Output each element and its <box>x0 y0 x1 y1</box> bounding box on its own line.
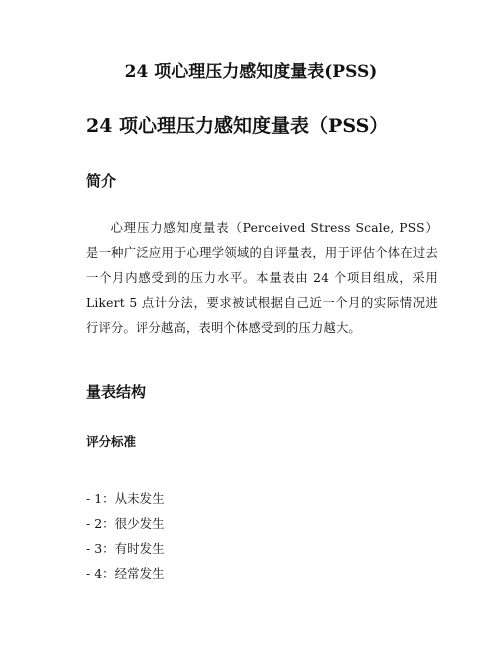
scoring-item: - 2：很少发生 <box>86 516 165 531</box>
section-heading-intro: 简介 <box>86 172 117 190</box>
intro-paragraph: 心理压力感知度量表（Perceived Stress Scale, PSS）是一种广泛应用于心理学领域的自评量表，用于评估个体在过去一个月内感受到的压力水平。本量表由 24 个项目组成，采用 Likert 5 点计分法，要求被试根据自己近一个月的实际情况进行评分。评分越高，表明个体感受到的压力越大。 <box>86 221 438 335</box>
scoring-list <box>86 486 165 586</box>
section-heading-main: 24 项心理压力感知度量表（PSS） <box>86 115 389 137</box>
scoring-item: - 4：经常发生 <box>86 566 165 581</box>
scoring-item: - 3：有时发生 <box>86 541 165 556</box>
document-title: 24 项心理压力感知度量表(PSS) <box>124 62 378 82</box>
subsection-heading-scoring: 评分标准 <box>86 434 137 449</box>
scoring-item: - 1：从未发生 <box>86 491 165 506</box>
section-heading-structure: 量表结构 <box>86 383 147 401</box>
